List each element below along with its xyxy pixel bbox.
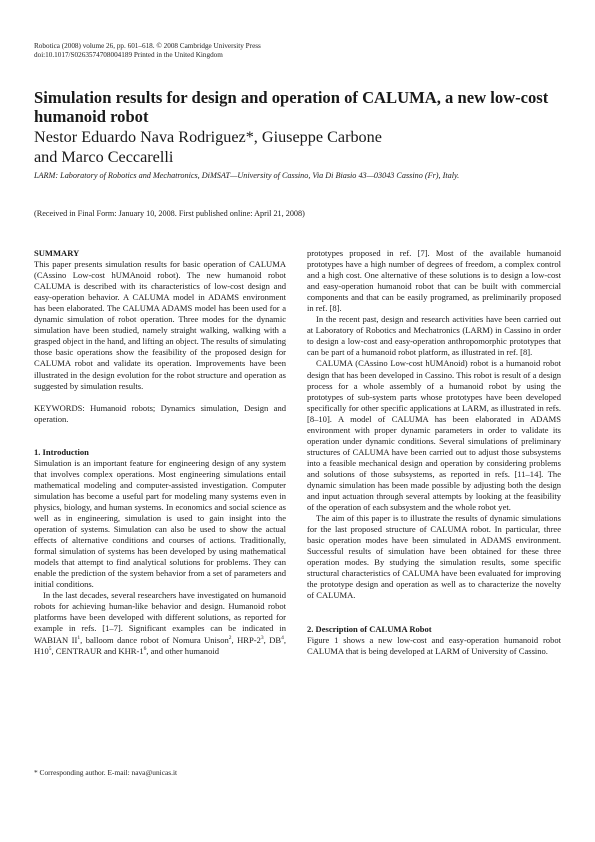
journal-doi: doi:10.1017/S0263574708004189 Printed in the United Kingdom <box>34 51 223 60</box>
journal-citation: Robotica (2008) volume 26, pp. 601–618. © 2008 Cambridge University Press <box>34 42 261 50</box>
paper-title: Simulation results for design and operation of CALUMA, a new low-cost humanoid robot <box>34 88 549 126</box>
keywords: KEYWORDS: Humanoid robots; Dynamics simulation, Design and operation. <box>34 402 286 424</box>
authors-line-1: Nestor Eduardo Nava Rodriguez*, Giuseppe Carbone <box>34 128 382 146</box>
intro-paragraph-1: Simulation is an important feature for engineering design of any system that involves complex operations. Most engineering simulations entail mathematical modeling and computer-assisted investigation. Computer simulation has become a useful part for modeling many systems even in physics, biology, and human systems. In economics and social science as well as in engineering, simulation is used to gain insight into the operation of systems. Simulation can also be used to show the actual effects of alternative conditions and courses of actions. Traditionally, formal simulation of systems has been developed by using mathematical models that attempt to find analytical solutions for problems. They can enable the prediction of the system behavior from a set of parameters and initial conditions. <box>34 457 286 590</box>
intro-paragraph-2-continued: prototypes proposed in ref. [7]. Most of the available humanoid prototypes have a high number of degrees of freedom, a complex control and a high cost. One alternative of these solutions is to design a low-cost and easy-operation humanoid robot that can be built with commercial components and that can be easily programed, as preliminarily proposed in ref. [8]. <box>307 248 561 314</box>
summary-text: This paper presents simulation results for basic operation of CALUMA (CAssino Low-cost hUMAnoid robot). The new humanoid robot CALUMA is described with its characteristics of low-cost design and easy-operation behavior. A CALUMA model in ADAMS environment has been elaborated. The CALUMA ADAMS model has been used for a dynamic simulation of robot operation. Three modes for the dynamic simulation have been studied, namely straight walking, walking with a grasped object in the hand, and lifting an object. The results of simulating those basic operations show the feasibility of the proposed design for CALUMA robot and validate its operation. Improvements have been illustrated in the design evolution for the robot structure and operation as suggested by simulation results. <box>34 259 286 391</box>
section-2-heading: 2. Description of CALUMA Robot <box>307 623 432 634</box>
right-column <box>307 248 561 657</box>
received-dates: (Received in Final Form: January 10, 2008. First published online: April 21, 2008) <box>34 209 305 218</box>
intro-paragraph-4: CALUMA (CAssino Low-cost hUMAnoid) robot is a humanoid robot design that has been developed in Cassino. This robot is result of a design process for a whole assembly of a humanoid robot by using the prototypes of sub-system parts whose prototypes have been developed specifically for other specific applications at LARM, as illustrated in refs. [8–10]. A model of CALUMA has been elaborated in ADAMS environment with proper dynamic parameters in order to validate its operation under dynamic conditions. Several simulations of preliminary structures of CALUMA have been carried out to adjust those subsystems into a feasible mechanical design and operation by considering problems and solutions of those subsystems, as reported in refs. [11–14]. The dynamic simulation has been made possible by adjusting both the design and input actuation through several attempts by looking at the feasibility of the operation of each subsystem and the whole robot yet. <box>307 358 561 513</box>
journal-header <box>34 42 261 61</box>
authors-line-2: and Marco Ceccarelli <box>34 148 174 166</box>
affiliation: LARM: Laboratory of Robotics and Mechatronics, DiMSAT—University of Cassino, Via Di Biasio 43—03043 Cassino (Fr), Italy. <box>34 171 460 180</box>
left-column <box>34 248 286 657</box>
corresponding-author-footnote: * Corresponding author. E-mail: nava@unicas.it <box>34 768 178 777</box>
intro-paragraph-2: In the last decades, several researchers have investigated on humanoid robots for achieving human-like behavior and design. Humanoid robot platforms have been developed with different solutions, as reported for example in refs. [1–7]. Significant examples can be indicated in WABIAN $II^1$, balloom dance robot of Nomura Unison$^2$, HRP-$2^3$, $DB^4$, $H10^5$, CENTRAUR and KHR-$1^6$, and other humanoid <box>34 590 286 656</box>
author-list <box>34 127 554 167</box>
summary-heading: SUMMARY <box>34 248 80 258</box>
intro-paragraph-5: The aim of this paper is to illustrate the results of dynamic simulations for the last proposed structure of CALUMA robot. In particular, three basic operation modes have been simulated in ADAMS environment. Successful results of simulation have been obtained for these three operation modes. By studying the simulation results, some specific structural characteristics of CALUMA have been evaluated for improving the prototype design and operation as well as to characterize the novelty of CALUMA. <box>307 513 561 601</box>
introduction-heading: 1. Introduction <box>34 446 89 457</box>
intro-paragraph-3: In the recent past, design and research activities have been carried out at Laboratory of Robotics and Mechatronics (LARM) in Cassino in order to design a low-cost and easy-operation anthropomorphic prototypes that can be part of a humanoid robot platform, as illustrated in ref. [8]. <box>307 314 561 358</box>
section-2-paragraph-1: Figure 1 shows a new low-cost and easy-operation humanoid robot CALUMA that is being developed at LARM of University of Cassino. <box>307 634 561 656</box>
